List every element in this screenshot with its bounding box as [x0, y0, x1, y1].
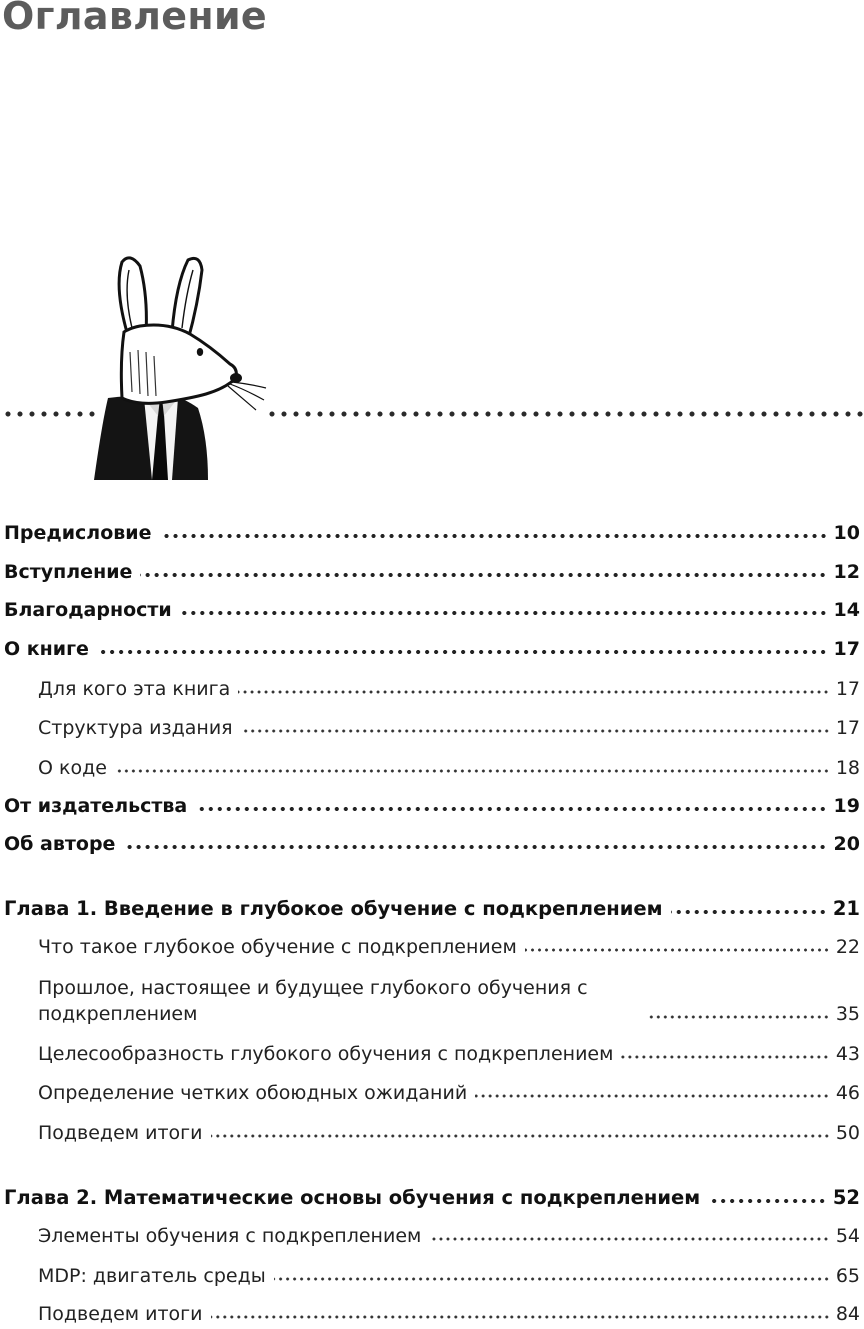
toc-page-number: 17 — [835, 678, 860, 700]
toc-entry-title: Предисловие — [4, 522, 152, 544]
toc-entry-title: Подведем итоги — [38, 1122, 203, 1144]
toc-page-number: 22 — [835, 936, 860, 958]
toc-page-number: 52 — [832, 1186, 860, 1209]
toc-subentry-audience[interactable] — [38, 676, 860, 702]
dot-leader — [429, 1236, 829, 1242]
toc-entry-title: О коде — [38, 757, 107, 779]
rabbit-mascot-illustration — [80, 248, 270, 480]
toc-entry-publisher[interactable] — [4, 793, 860, 819]
toc-page-number: 43 — [835, 1043, 860, 1065]
dot-leader — [195, 806, 827, 812]
toc-entry-title: Для кого эта книга — [38, 678, 231, 700]
toc-page-number: 17 — [833, 638, 860, 660]
page-title: Оглавление — [2, 0, 267, 38]
dot-leader — [646, 1014, 830, 1020]
toc-page-number: 54 — [835, 1225, 860, 1247]
toc-entry-title: Целесообразность глубокого обучения с подкреплением — [38, 1043, 614, 1065]
toc-page-number: 17 — [835, 717, 860, 739]
toc-entry-title: Глава 2. Математические основы обучения с подкреплением — [4, 1186, 701, 1209]
toc-page-number: 10 — [833, 522, 860, 544]
toc-entry-title: Определение четких обоюдных ожиданий — [38, 1082, 468, 1104]
toc-entry-title: Благодарности — [4, 599, 172, 621]
toc-page-number: 65 — [835, 1265, 860, 1287]
dot-leader — [211, 1133, 830, 1139]
dot-leader — [123, 844, 827, 850]
toc-page-number: 20 — [833, 833, 860, 855]
dot-leader — [274, 1276, 830, 1282]
dot-leader — [525, 947, 830, 953]
dot-leader — [621, 1054, 829, 1060]
toc-page-number: 19 — [833, 795, 860, 817]
toc-page-number: 35 — [835, 1003, 860, 1025]
toc-entry-title: Вступление — [4, 561, 133, 583]
toc-subentry-summary-ch2[interactable] — [38, 1301, 860, 1327]
toc-page-number: 14 — [833, 599, 860, 621]
toc-entry-title: Об авторе — [4, 833, 116, 855]
toc-subentry-code[interactable] — [38, 755, 860, 781]
dot-leader — [180, 610, 828, 616]
toc-entry-title: Прошлое, настоящее и будущее глубокого обучения с подкреплением — [38, 977, 588, 1025]
toc-page-number: 12 — [833, 561, 860, 583]
dot-leader — [475, 1093, 830, 1099]
dot-leader — [211, 1314, 830, 1320]
toc-entry-title: От издательства — [4, 795, 188, 817]
dot-leader — [160, 533, 828, 539]
toc-chapter-1[interactable] — [4, 896, 860, 922]
dot-leader — [238, 689, 830, 695]
toc-page-number: 46 — [835, 1082, 860, 1104]
dot-leader — [140, 572, 827, 578]
toc-entry-introduction[interactable] — [4, 559, 860, 585]
dot-leader — [671, 909, 827, 915]
toc-entry-title: О книге — [4, 638, 89, 660]
toc-page-number: 50 — [835, 1122, 860, 1144]
toc-chapter-2[interactable] — [4, 1185, 860, 1211]
toc-entry-title: Что такое глубокое обучение с подкреплением — [38, 936, 517, 958]
toc-subentry-summary-ch1[interactable] — [38, 1120, 860, 1146]
toc-entry-title: MDP: двигатель среды — [38, 1265, 266, 1287]
toc-entry-title: Элементы обучения с подкреплением — [38, 1225, 422, 1247]
dotted-divider-right — [266, 408, 864, 420]
dot-leader — [708, 1198, 827, 1204]
dot-leader — [241, 728, 830, 734]
toc-entry-acknowledgements[interactable] — [4, 597, 860, 623]
toc-entry-title: Подведем итоги — [38, 1303, 203, 1325]
toc-entry-about-book[interactable] — [4, 636, 860, 662]
toc-page-number: 21 — [832, 897, 860, 920]
toc-page-number: 18 — [835, 757, 860, 779]
toc-entry-title: Глава 1. Введение в глубокое обучение с подкреплением — [4, 897, 663, 920]
toc-entry-author[interactable] — [4, 831, 860, 857]
toc-entry-title: Структура издания — [38, 717, 233, 739]
dot-leader — [97, 649, 828, 655]
toc-subentry-expediency[interactable] — [38, 1041, 860, 1067]
toc-subentry-expectations[interactable] — [38, 1080, 860, 1106]
toc-subentry-what-is-drl[interactable] — [38, 934, 860, 960]
toc-subentry-structure[interactable] — [38, 715, 860, 741]
toc-subentry-past-present-future[interactable] — [38, 975, 860, 1027]
toc-subentry-rl-elements[interactable] — [38, 1223, 860, 1249]
dot-leader — [115, 768, 830, 774]
toc-entry-preface[interactable] — [4, 520, 860, 546]
toc-page-number: 84 — [835, 1303, 860, 1325]
toc-subentry-mdp[interactable] — [38, 1263, 860, 1289]
